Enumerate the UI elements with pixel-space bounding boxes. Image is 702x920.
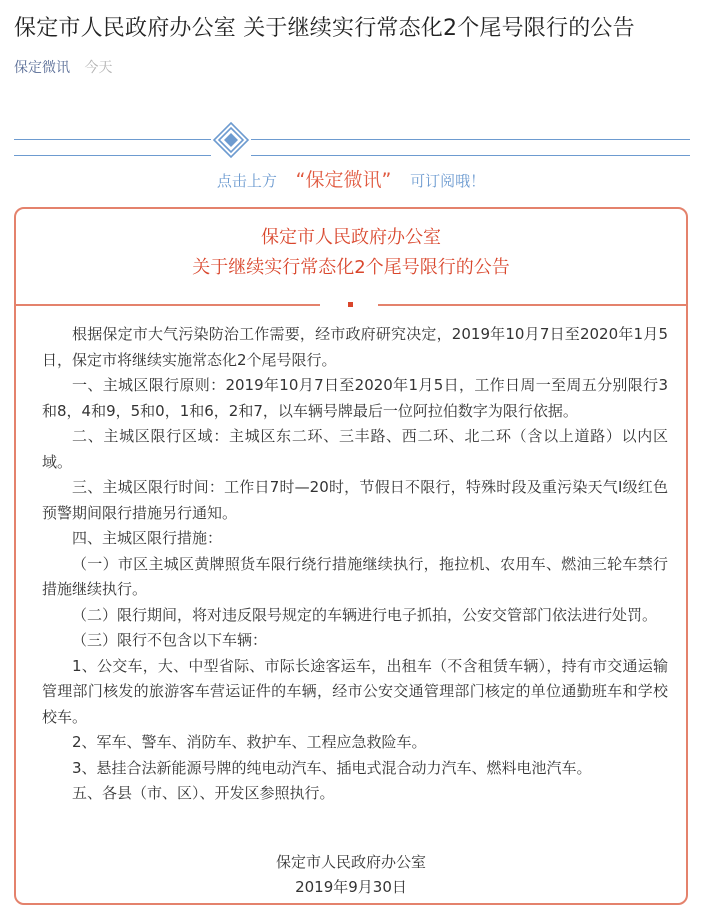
- notice-paragraph: 五、各县（市、区）、开发区参照执行。: [72, 784, 335, 802]
- notice-paragraph: 二、主城区限行区域：主城区东二环、三丰路、西二环、北二环（含以上道路）以内区域。: [42, 427, 668, 471]
- article-title: 保定市人民政府办公室 关于继续实行常态化2个尾号限行的公告: [14, 16, 635, 41]
- header-divider-right: [378, 304, 686, 306]
- notice-paragraph: 四、主城区限行措施：: [72, 529, 223, 547]
- notice-paragraph: （三）限行不包含以下车辆：: [72, 631, 268, 649]
- notice-issuer: 保定市人民政府办公室: [261, 227, 441, 248]
- follow-prompt: [0, 168, 702, 193]
- notice-paragraph: 3、悬挂合法新能源号牌的纯电动汽车、插电式混合动力汽车、燃料电池汽车。: [72, 758, 592, 777]
- banner-rule-bottom: [14, 155, 690, 156]
- notice-body: [42, 322, 668, 807]
- signature-org: 保定市人民政府办公室: [275, 853, 426, 871]
- notice-signature: [16, 850, 686, 900]
- diamond-logo-icon: [211, 120, 251, 160]
- article-meta: [14, 58, 112, 78]
- follow-banner: [0, 120, 702, 200]
- account-name-link[interactable]: 保定微讯: [14, 60, 70, 76]
- notice-heading: 关于继续实行常态化2个尾号限行的公告: [192, 257, 510, 278]
- notice-paragraph: （二）限行期间，将对违反限号规定的车辆进行电子抓拍，公安交管部门依法进行处罚。: [72, 605, 658, 624]
- notice-paragraph: 三、主城区限行时间：工作日7时—20时，节假日不限行，特殊时段及重污染天气I级红色预警期间限行措施另行通知。: [42, 478, 668, 522]
- follow-brand-link[interactable]: “保定微讯”: [295, 169, 392, 191]
- banner-rule-top: [14, 139, 690, 140]
- notice-paragraph: （一）市区主城区黄牌照货车限行绕行措施继续执行，拖拉机、农用车、燃油三轮车禁行措施继续执行。: [42, 554, 668, 598]
- notice-paragraph: 一、主城区限行原则：2019年10月7日至2020年1月5日，工作日周一至周五分别限行3和8，4和9，5和0，1和6，2和7，以车辆号牌最后一位阿拉伯数字为限行依据。: [42, 376, 668, 420]
- notice-paragraph: 2、军车、警车、消防车、救护车、工程应急救险车。: [72, 733, 427, 751]
- follow-prefix: 点击上方: [216, 172, 277, 190]
- notice-box: [14, 207, 688, 905]
- signature-date: 2019年9月30日: [295, 878, 407, 896]
- notice-paragraph: 1、公交车，大、中型省际、市际长途客运车，出租车（不含租赁车辆），持有市交通运输管理部门核发的旅游客车营运证件的车辆，经市公安交通管理部门核定的单位通勤班车和学校校车。: [42, 656, 668, 726]
- follow-suffix: 可订阅哦！: [410, 172, 486, 190]
- header-divider-dot: [348, 302, 353, 307]
- publish-date: 今天: [84, 60, 113, 76]
- notice-paragraph: 根据保定市大气污染防治工作需要，经市政府研究决定，2019年10月7日至2020年1月5日，保定市将继续实施常态化2个尾号限行。: [42, 325, 668, 369]
- notice-header: [16, 223, 686, 283]
- header-divider-left: [16, 304, 320, 306]
